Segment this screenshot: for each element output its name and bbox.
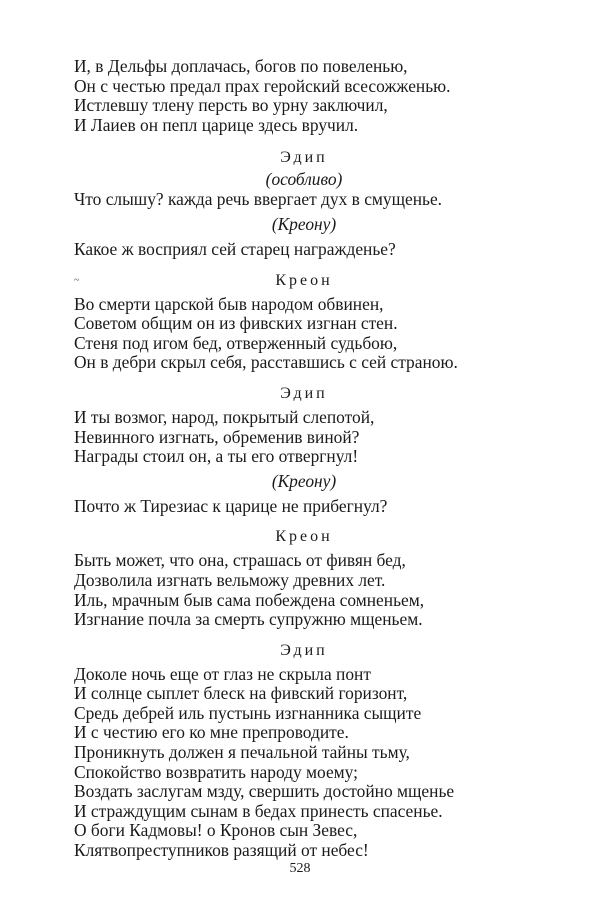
verse-line: Клятвопреступников разящий от небес! bbox=[74, 840, 369, 861]
speaker-name bbox=[74, 270, 534, 291]
speaker-name-text: Эдип bbox=[280, 384, 328, 402]
verse-line: И, в Дельфы доплачась, богов по повеленью, bbox=[74, 56, 408, 76]
verse-line: И ты возмог, народ, покрытый слепотой, bbox=[74, 406, 375, 427]
verse-line: Невинного изгнать, обременив виной? bbox=[74, 426, 360, 447]
verse-line: Советом общим он из фивских изгнан стен. bbox=[74, 313, 398, 334]
verse-line: И страждущим сынам в бедах принесть спасенье. bbox=[74, 800, 443, 821]
verse-line: Средь дебрей иль пустынь изгнанника сыщите bbox=[74, 702, 422, 723]
speaker-name bbox=[74, 383, 534, 404]
verse-line: Он в дебри скрыл себя, расставшись с сей страною. bbox=[74, 352, 458, 373]
verse-line: И солнце сыплет блеск на фивский горизонт, bbox=[74, 683, 408, 704]
text-column bbox=[74, 57, 534, 861]
verse-line: И с честию его ко мне препроводите. bbox=[74, 722, 349, 743]
verse-line: Во смерти царской быв народом обвинен, bbox=[74, 293, 384, 314]
speaker-name-text: Креон bbox=[275, 271, 333, 289]
verse-line: Изгнание почла за смерть супружню мщеньем. bbox=[74, 609, 423, 630]
verse-line: Доколе ночь еще от глаз не скрыла понт bbox=[74, 663, 371, 684]
verse-line: Воздать заслугам мзду, свершить достойно мщенье bbox=[74, 781, 455, 802]
speaker-name-text: Эдип bbox=[280, 149, 328, 167]
stage-direction: (особливо) bbox=[265, 169, 343, 190]
verse-line: Быть может, что она, страшась от фивян бед, bbox=[74, 550, 406, 571]
verse-line: Что слышу? кажда речь ввергает дух в смущенье. bbox=[74, 189, 443, 210]
page-number: 528 bbox=[289, 861, 311, 876]
verse-line: Награды стоил он, а ты его отвергнул! bbox=[74, 446, 359, 467]
verse-line: Иль, мрачным быв сама побеждена сомненьем, bbox=[74, 589, 425, 610]
verse-line: Стеня под игом бед, отверженный судьбою, bbox=[74, 332, 398, 353]
verse-line: О боги Кадмовы! о Кронов сын Зевес, bbox=[74, 820, 358, 841]
verse-line: Истлевшу тлену персть во урну заключил, bbox=[74, 95, 388, 116]
verse-line: И Лаиев он пепл царице здесь вручил. bbox=[74, 114, 359, 135]
verse-line: Проникнуть должен я печальной тайны тьму, bbox=[74, 742, 410, 763]
stage-direction: (Креону) bbox=[271, 213, 337, 234]
speaker-name bbox=[74, 640, 534, 661]
speaker-name-text: Креон bbox=[275, 528, 333, 546]
stage-direction: (Креону) bbox=[271, 470, 337, 491]
speaker-name bbox=[74, 526, 534, 547]
speaker-name-text: Эдип bbox=[280, 641, 328, 659]
verse-line: Дозволила изгнать вельможу древних лет. bbox=[74, 569, 386, 590]
ink-mark: ~ bbox=[74, 274, 80, 286]
verse-line: Спокойство возвратить народу моему; bbox=[74, 761, 358, 782]
verse-line: Он с честью предал прах геройский всесожженью. bbox=[74, 75, 451, 96]
verse-line: Какое ж восприял сей старец награжденье? bbox=[74, 238, 396, 259]
speaker-name bbox=[74, 147, 534, 168]
verse-line: Почто ж Тирезиас к царице не прибегнул? bbox=[74, 495, 388, 516]
